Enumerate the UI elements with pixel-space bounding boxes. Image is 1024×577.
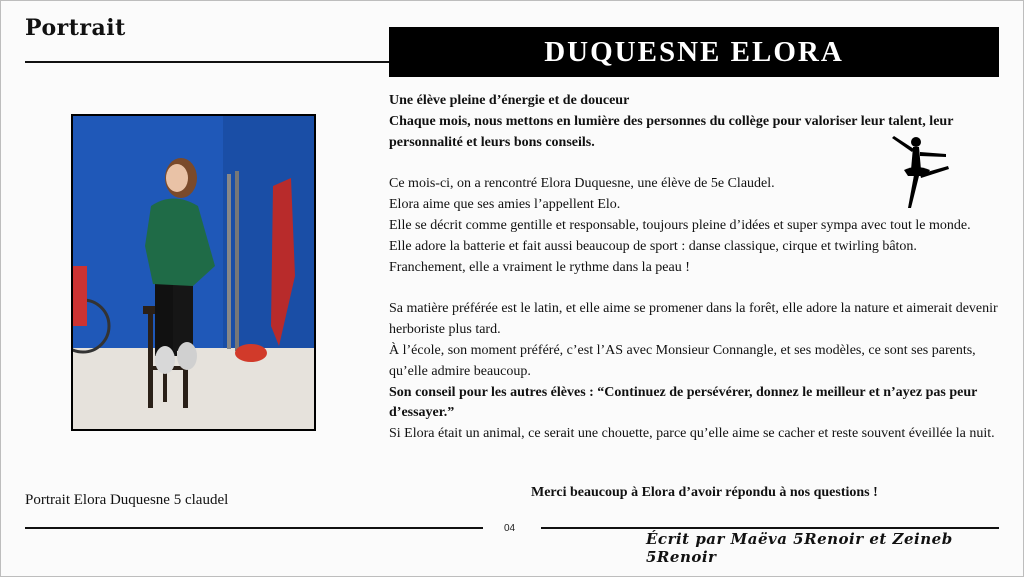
portrait-photo [71,114,316,431]
footer-rule-right [541,527,999,529]
title-banner [389,27,999,77]
portrait-illustration [73,116,314,429]
paragraph-line: Si Elora était un animal, ce serait une chouette, parce qu’elle aime se cacher et reste souvent éveillée la nuit. [389,426,995,442]
paragraph-line: Elle se décrit comme gentille et responsable, toujours pleine d’idées et super sympa avec tout le monde. [389,217,971,233]
page-number: 04 [504,523,516,534]
paragraph-line: Ce mois-ci, on a rencontré Elora Duquesne, une élève de 5e Claudel. [389,176,775,192]
ballerina-icon [886,132,956,212]
article-headline: Une élève pleine d’énergie et de douceur [389,93,630,108]
paragraph-line: À l’école, son moment préféré, c’est l’AS avec Monsieur Connangle, et ses modèles, ce sont ses parents, qu’elle admire beaucoup. [389,342,976,379]
paragraph-line: Elle adore la batterie et fait aussi beaucoup de sport : danse classique, cirque et twirling bâton. [389,238,917,254]
student-advice: Son conseil pour les autres élèves : “Continuez de persévérer, donnez le meilleur et n’ayez pas peur d’essayer.” [389,384,978,421]
paragraph-line: Franchement, elle a vraiment le rythme dans la peau ! [389,259,690,275]
paragraph-line: Elora aime que ses amies l’appellent Elo. [389,197,621,213]
photo-caption: Portrait Elora Duquesne 5 claudel [25,492,229,508]
page-title: DUQUESNE ELORA [544,35,844,68]
paragraph-line: Sa matière préférée est le latin, et elle aime se promener dans la forêt, elle adore la nature et aimerait devenir herboriste plus tard. [389,301,998,338]
thanks-note: Merci beaucoup à Elora d’avoir répondu à nos questions ! [531,485,878,500]
author-byline: Écrit par Maëva 5Renoir et Zeineb 5Renoir [646,530,953,566]
footer-rule-left [25,527,483,529]
article-intro: Chaque mois, nous mettons en lumière des personnes du collège pour valoriser leur talent, leur personnalité et leurs bons conseils. [389,113,954,150]
header-rule [25,61,389,63]
section-label: Portrait [25,15,126,41]
